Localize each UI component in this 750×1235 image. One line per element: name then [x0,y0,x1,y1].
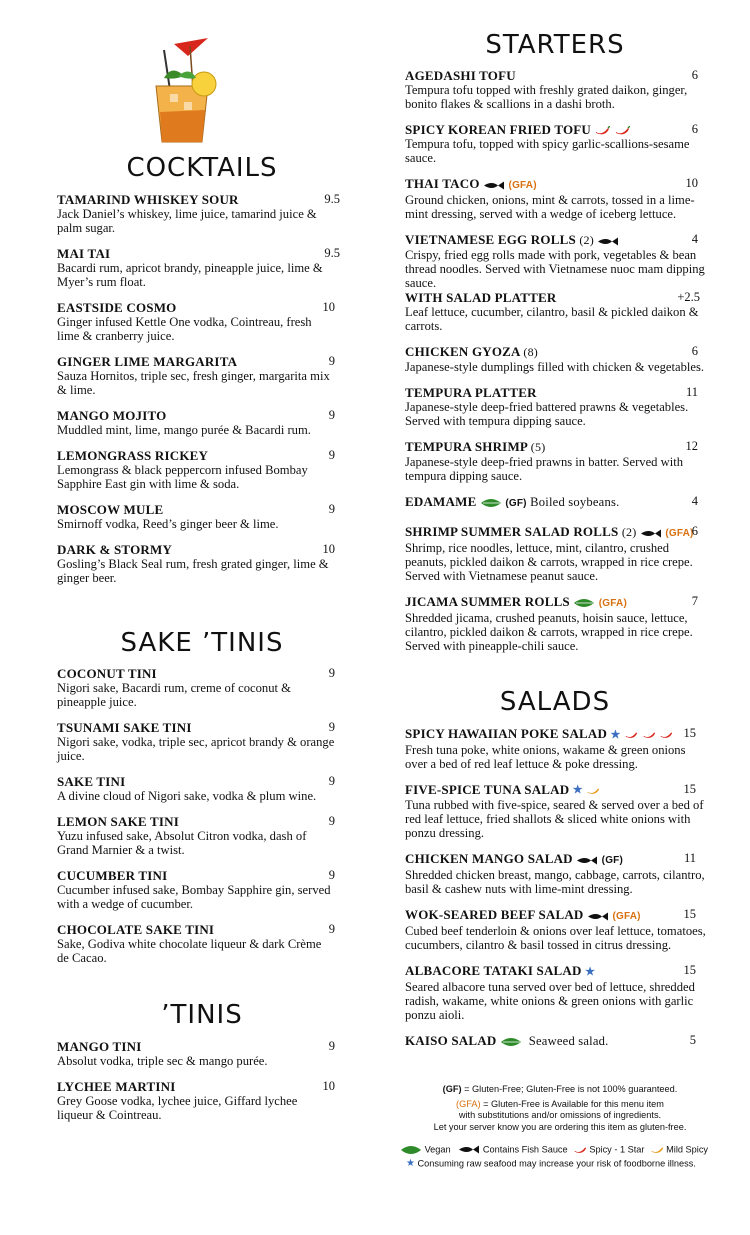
mild-pepper-icon [586,786,600,796]
menu-item: TSUNAMI SAKE TINI 9 Nigori sake, vodka, triple sec, apricot brandy & orange juice. [57,720,335,763]
price: 15 [683,726,696,740]
price: 9.5 [324,192,340,206]
price: 5 [689,1032,696,1047]
item-description: Seaweed salad. [528,1033,609,1048]
menu-item: GINGER LIME MARGARITA 9 Sauza Hornitos, triple sec, fresh ginger, margarita mix & lime. [57,354,335,397]
menu-item: VIETNAMESE EGG ROLLS (2) 4 Crispy, fried egg rolls made with pork, vegetables & bean thread noodles. Served with Vietnamese nuoc mam dipping sauce. [405,232,709,290]
price: 6 [691,524,698,538]
menu-item: CHICKEN GYOZA (8) 6 Japanese-style dumplings filled with chicken & vegetables. [405,344,709,374]
menu-item: WITH SALAD PLATTER +2.5 Leaf lettuce, cucumber, cilantro, basil & pickled daikon & carrots. [405,290,709,333]
item-description: Lemongrass & black peppercorn infused Bombay Sapphire East gin with lime & soda. [57,463,308,491]
menu-item: TEMPURA PLATTER 11 Japanese-style deep-fried battered prawns & vegetables. Served with tempura dipping sauce. [405,385,709,428]
menu-item: EASTSIDE COSMO 10 Ginger infused Kettle One vodka, Cointreau, fresh lime & cranberry juice. [57,300,335,343]
menu-item: DARK & STORMY 10 Gosling’s Black Seal rum, fresh grated ginger, lime & ginger beer. [57,542,335,585]
legend-spicy: Spicy - 1 Star [589,1144,645,1155]
fish-sauce-icon [640,529,662,538]
item-description: Tuna rubbed with five-spice, seared & served over a bed of red leaf lettuce, fried shallots & sliced white onions with ponzu dressing. [405,798,704,841]
sake-tinis-list [57,666,335,976]
menu-item: MANGO TINI 9 Absolut vodka, triple sec & mango purée. [57,1039,335,1068]
legend-raw: Consuming raw seafood may increase your risk of foodborne illness. [417,1158,696,1169]
item-description: Gosling’s Black Seal rum, fresh grated ginger, lime & ginger beer. [57,557,329,585]
mild-pepper-icon [650,1145,664,1155]
item-description: Shrimp, rice noodles, lettuce, mint, cilantro, crushed peanuts, pickled daikon & carrots, wrapped in rice crepe. Served with Vietnamese peanut sauce. [405,541,693,583]
menu-item: COCONUT TINI 9 Nigori sake, Bacardi rum, creme of coconut & pineapple juice. [57,666,335,709]
vegan-leaf-icon [400,1145,422,1155]
vegan-leaf-icon [480,498,502,508]
price: 9 [328,868,335,882]
price: 6 [691,68,698,82]
legend-vegan: Vegan [424,1144,451,1155]
fish-sauce-icon [597,237,619,246]
price: 9 [328,922,335,936]
item-description: Leaf lettuce, cucumber, cilantro, basil & pickled daikon & carrots. [405,305,699,333]
item-description: Ginger infused Kettle One vodka, Cointreau, fresh lime & cranberry juice. [57,315,312,343]
price: 6 [691,344,698,358]
fish-sauce-icon [483,181,505,190]
menu-item: LYCHEE MARTINI 10 Grey Goose vodka, lychee juice, Giffard lychee liqueur & Cointreau. [57,1079,335,1122]
item-description: Shredded jicama, crushed peanuts, hoisin sauce, lettuce, cilantro, pickled daikon & carrots, wrapped in rice crepe. Served with pineapple-chili sauce. [405,611,693,653]
menu-item: SAKE TINI 9 A divine cloud of Nigori sake, vodka & plum wine. [57,774,335,803]
item-description: Grey Goose vodka, lychee juice, Giffard lychee liqueur & Cointreau. [57,1094,298,1122]
menu-item: MANGO MOJITO 9 Muddled mint, lime, mango purée & Bacardi rum. [57,408,335,437]
cocktails-list [57,192,340,596]
price: 15 [683,963,696,978]
vegan-leaf-icon [573,598,595,608]
item-description: Japanese-style deep-fried battered prawns & vegetables. Served with tempura dipping sauce. [405,400,689,428]
menu-item: KAISO SALAD Seaweed salad. 5 [405,1032,696,1048]
price: 9 [328,408,335,422]
item-description: Japanese-style dumplings filled with chicken & vegetables. [405,360,705,374]
legend [400,1144,730,1169]
price: 10 [322,1079,335,1093]
menu-item: EDAMAME (GF) Boiled soybeans. 4 [405,494,698,509]
item-description: Ground chicken, onions, mint & carrots, tossed in a lime-mint dressing, served with a wedge of iceberg lettuce. [405,193,695,221]
vegan-leaf-icon [500,1037,522,1047]
gfa-tag: (GFA) [665,528,694,539]
price: 4 [691,494,698,508]
raw-seafood-star-icon: ★ [572,784,583,797]
menu-item: AGEDASHI TOFU 6 Tempura tofu topped with freshly grated daikon, ginger, bonito flakes & scallions in a dashi broth. [405,68,709,111]
starters-heading: STARTERS [485,30,625,60]
menu-item: SPICY HAWAIIAN POKE SALAD ★ 15 Fresh tuna poke, white onions, wakame & green onions over a bed of red leaf lettuce & poke dressing. [405,726,709,771]
price: 11 [685,385,698,399]
gluten-notes [400,1084,720,1133]
price: 6 [691,122,698,136]
price: +2.5 [677,290,700,304]
gfa-note-line2: with substitutions and/or omissions of ingredients. [458,1110,662,1120]
menu-item: LEMONGRASS RICKEY 9 Lemongrass & black peppercorn infused Bombay Sapphire East gin with lime & soda. [57,448,335,491]
price: 12 [685,439,698,453]
chili-pepper-icon [642,730,656,740]
fish-sauce-icon [458,1145,480,1154]
menu-item: SPICY KOREAN FRIED TOFU 6 Tempura tofu, topped with spicy garlic-scallions-sesame sauce. [405,122,709,165]
item-description: A divine cloud of Nigori sake, vodka & plum wine. [57,789,317,803]
price: 15 [683,907,696,922]
price: 9 [328,448,335,462]
item-description: Bacardi rum, apricot brandy, pineapple juice, lime & Myer’s rum float. [57,261,323,289]
legend-mild: Mild Spicy [666,1144,709,1155]
gf-tag: (GF) [505,498,527,509]
gfa-tag: (GFA) [598,598,627,609]
gfa-tag: (GFA) [612,911,641,923]
item-description: Boiled soybeans. [530,495,620,509]
chili-pepper-icon [573,1145,587,1155]
salads-list [405,726,709,1060]
legend-fish: Contains Fish Sauce [482,1144,568,1155]
item-description: Tempura tofu, topped with spicy garlic-scallions-sesame sauce. [405,137,690,165]
price: 10 [322,542,335,556]
cocktail-illustration [150,32,230,150]
menu-item: JICAMA SUMMER ROLLS (GFA) 7 Shredded jicama, crushed peanuts, hoisin sauce, lettuce, cilantro, pickled daikon & carrots, wrapped in rice crepe. Served with pineapple-chili sauce. [405,594,709,653]
gf-tag: (GF) [601,855,624,867]
chili-pepper-icon [614,126,630,136]
tinis-list [57,1039,335,1133]
chili-pepper-icon [624,730,638,740]
item-description: Sauza Hornitos, triple sec, fresh ginger, margarita mix & lime. [57,369,330,397]
gfa-note-line3: Let your server know you are ordering this item as gluten-free. [433,1121,687,1132]
item-description: Smirnoff vodka, Reed’s ginger beer & lime. [57,517,279,531]
item-description: Yuzu infused sake, Absolut Citron vodka, dash of Grand Marnier & a twist. [57,829,307,857]
fish-sauce-icon [576,856,598,865]
sake-tinis-heading: SAKE ’TINIS [120,628,284,658]
price: 9 [328,774,335,788]
price: 9 [328,354,335,368]
raw-seafood-star-icon: ★ [406,1157,415,1169]
item-description: Japanese-style deep-fried prawns in batter. Served with tempura dipping sauce. [405,455,684,483]
item-description: Crispy, fried egg rolls made with pork, vegetables & bean thread noodles. Served with Vietnamese nuoc mam dipping sauce. [405,248,705,290]
fish-sauce-icon [587,912,609,921]
raw-seafood-star-icon: ★ [610,728,621,741]
gfa-note: (GFA) = Gluten-Free is Available for this menu item [456,1098,664,1109]
item-description: Tempura tofu topped with freshly grated daikon, ginger, bonito flakes & scallions in a dashi broth. [405,83,688,111]
item-description: Seared albacore tuna served over bed of lettuce, shredded radish, wakame, white onions & green onions with garlic ponzu aioli. [405,979,695,1022]
menu-item: FIVE-SPICE TUNA SALAD ★ 15 Tuna rubbed with five-spice, seared & served over a bed of red leaf lettuce, fried shallots & sliced white onions with ponzu dressing. [405,782,709,841]
menu-item: MOSCOW MULE 9 Smirnoff vodka, Reed’s ginger beer & lime. [57,502,335,531]
price: 10 [685,176,698,190]
menu-item: MAI TAI 9.5 Bacardi rum, apricot brandy, pineapple juice, lime & Myer’s rum float. [57,246,340,289]
menu-item: TAMARIND WHISKEY SOUR 9.5 Jack Daniel’s whiskey, lime juice, tamarind juice & palm sugar. [57,192,340,235]
menu-item: WOK-SEARED BEEF SALAD (GFA) 15 Cubed beef tenderloin & onions over leaf lettuce, tomatoes, cucumbers, cilantro & basil tossed in citrus dressing. [405,907,709,952]
menu-item: CHOCOLATE SAKE TINI 9 Sake, Godiva white chocolate liqueur & dark Crème de Cacao. [57,922,335,965]
starters-list [405,68,709,664]
price: 11 [683,851,696,866]
menu-item: TEMPURA SHRIMP (5) 12 Japanese-style deep-fried prawns in batter. Served with tempura dipping sauce. [405,439,709,483]
cocktails-heading: COCKTAILS [126,153,278,183]
item-description: Absolut vodka, triple sec & mango purée. [57,1054,268,1068]
price: 9 [328,502,335,516]
raw-seafood-star-icon: ★ [585,965,596,978]
gf-note: (GF) = Gluten-Free; Gluten-Free is not 100% guaranteed. [442,1084,678,1094]
legend-row [400,1158,730,1169]
price: 9 [328,1039,335,1053]
item-description: Nigori sake, Bacardi rum, creme of coconut & pineapple juice. [57,681,291,709]
salads-heading: SALADS [499,687,611,717]
item-description: Cubed beef tenderloin & onions over leaf lettuce, tomatoes, cucumbers, cilantro & basil tossed in citrus dressing. [405,924,706,953]
menu-item: CUCUMBER TINI 9 Cucumber infused sake, Bombay Sapphire gin, served with a wedge of cucumber. [57,868,335,911]
menu-item: LEMON SAKE TINI 9 Yuzu infused sake, Absolut Citron vodka, dash of Grand Marnier & a twist. [57,814,335,857]
price: 7 [691,594,698,608]
price: 9 [328,666,335,680]
price: 4 [691,232,698,246]
item-description: Fresh tuna poke, white onions, wakame & green onions over a bed of red leaf lettuce & poke dressing. [405,742,686,771]
item-description: Shredded chicken breast, mango, cabbage, carrots, cilantro, basil & cashew nuts with lime-mint dressing. [405,868,705,897]
item-description: Jack Daniel’s whiskey, lime juice, tamarind juice & palm sugar. [57,207,317,235]
item-description: Cucumber infused sake, Bombay Sapphire gin, served with a wedge of cucumber. [57,883,331,911]
item-description: Sake, Godiva white chocolate liqueur & dark Crème de Cacao. [57,937,322,965]
price: 9 [328,814,335,828]
menu-item: CHICKEN MANGO SALAD (GF) 11 Shredded chicken breast, mango, cabbage, carrots, cilantro, basil & cashew nuts with lime-mint dressing. [405,851,709,896]
price: 15 [683,781,696,796]
tinis-heading: ’TINIS [161,1000,243,1030]
price: 9.5 [324,246,340,260]
chili-pepper-icon [659,730,673,740]
chili-pepper-icon [594,126,610,136]
item-description: Nigori sake, vodka, triple sec, apricot brandy & orange juice. [57,735,335,763]
item-description: Muddled mint, lime, mango purée & Bacardi rum. [57,423,311,437]
price: 10 [322,300,335,314]
menu-item: ALBACORE TATAKI SALAD ★ 15 Seared albacore tuna served over bed of lettuce, shredded radish, wakame, white onions & green onions with garlic ponzu aioli. [405,963,709,1022]
menu-item: THAI TACO (GFA) 10 Ground chicken, onions, mint & carrots, tossed in a lime-mint dressing, served with a wedge of iceberg lettuce. [405,176,709,221]
gfa-tag: (GFA) [508,180,537,191]
price: 9 [328,720,335,734]
legend-row [400,1144,730,1155]
menu-item: SHRIMP SUMMER SALAD ROLLS (2) (GFA) 6 Shrimp, rice noodles, lettuce, mint, cilantro, crushed peanuts, pickled daikon & carrots, wrapped in rice crepe. Served with Vietnamese peanut sauce. [405,524,709,583]
